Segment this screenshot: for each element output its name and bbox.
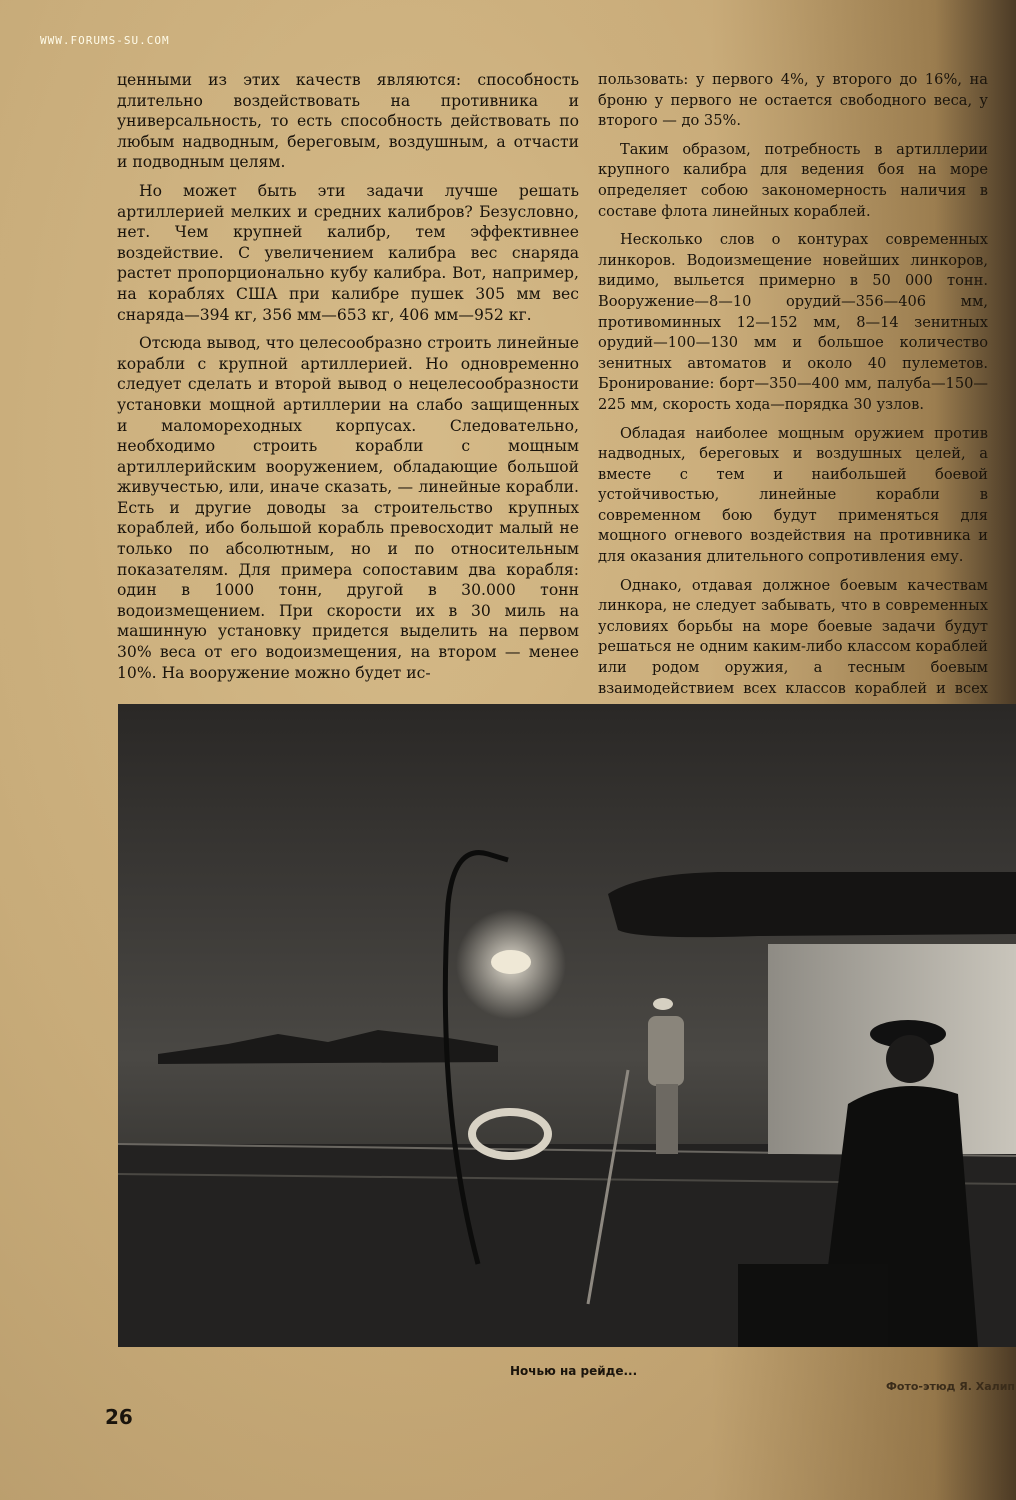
watermark: WWW.FORUMS-SU.COM xyxy=(40,34,170,47)
right-paragraph-3: Несколько слов о контурах современных линкоров. Водоизмещение новейших линкоров, видимо, выльется примерно в 50 000 тонн. Вооружение—8—10 орудий—356—406 мм, противоминных 12—152 мм, 8—14 зенитных орудий—100—130 мм и большое количество зенитных автоматов и около 40 пулеметов. Бронирование: борт—350—400 мм, палуба—150—225 мм, скорость хода—порядка 30 узлов. xyxy=(598,231,988,413)
left-paragraph-3: Отсюда вывод, что целесообразно строить линейные корабли с крупной артиллерией. Но одновременно следует сделать и второй вывод о нецелесообразности установки мощной артиллерии на слабо защищенных и маломореходных корпусах. Следовательно, необходимо строить корабли с мощным артиллерийским вооружением, обладающие большой живучестью, или, иначе сказать, — линейные корабли. Есть и другие доводы за строительство крупных кораблей, ибо большой корабль превосходит малый не только по абсолютным, но и по относительным показателям. Для примера сопоставим два корабля: один в 1000 тонн, другой в 30.000 тонн водоизмещением. При скорости их в 30 миль на машинную установку придется выделить на первом 30% веса от его водоизмещения, на втором — менее 10%. На вооружение можно будет ис- xyxy=(117,334,579,682)
night-ship-photo xyxy=(118,704,1016,1347)
photo-credit: Фото-этюд Я. Халип xyxy=(886,1380,1016,1393)
left-paragraph-1: ценными из этих качеств являются: способность длительно воздействовать на противника и универсальность, то есть способность действовать по любым надводным, береговым, воздушным, а отчасти и подводным целям. xyxy=(117,71,579,172)
right-paragraph-5: Однако, отдавая должное боевым качествам линкора, не следует забывать, что в современных условиях борьбы на море боевые задачи будут решаться не одним каким-либо классом кораблей или родом оружия, а тесным боевым взаимодействием всех классов кораблей и всех xyxy=(598,576,988,697)
lamp xyxy=(491,950,531,974)
right-text-column xyxy=(598,70,988,728)
photo-caption: Ночью на рейде... xyxy=(510,1364,638,1378)
right-paragraph-2: Таким образом, потребность в артиллерии крупного калибра для ведения боя на море определяет собою закономерность наличия в составе флота линейных кораблей. xyxy=(598,140,988,220)
photo-illustration xyxy=(118,704,1016,1347)
foreground-equipment xyxy=(738,1264,888,1347)
right-paragraph-4: Обладая наиболее мощным оружием против надводных, береговых и воздушных целей, а вместе с тем и наибольшей боевой устойчивостью, линейные корабли в современном бою будут применяться для мощного огневого воздействия на противника и для оказания длительного сопротивления ему. xyxy=(598,424,988,566)
right-paragraph-1: пользовать: у первого 4%, у второго до 16%, на броню у первого не остается свободного веса, у второго — до 35%. xyxy=(598,71,988,130)
left-text-column xyxy=(117,70,579,691)
overhead-structure xyxy=(608,872,1016,937)
left-paragraph-2: Но может быть эти задачи лучше решать артиллерией мелких и средних калибров? Безусловно, нет. Чем крупней калибр, тем эффективнее воздействие. С увеличением калибра вес снаряда растет пропорционально кубу калибра. Вот, например, на кораблях США при калибре пушек 305 мм вес снаряда—394 кг, 356 мм—653 кг, 406 мм—952 кг. xyxy=(117,181,579,324)
page-number: 26 xyxy=(105,1405,133,1429)
